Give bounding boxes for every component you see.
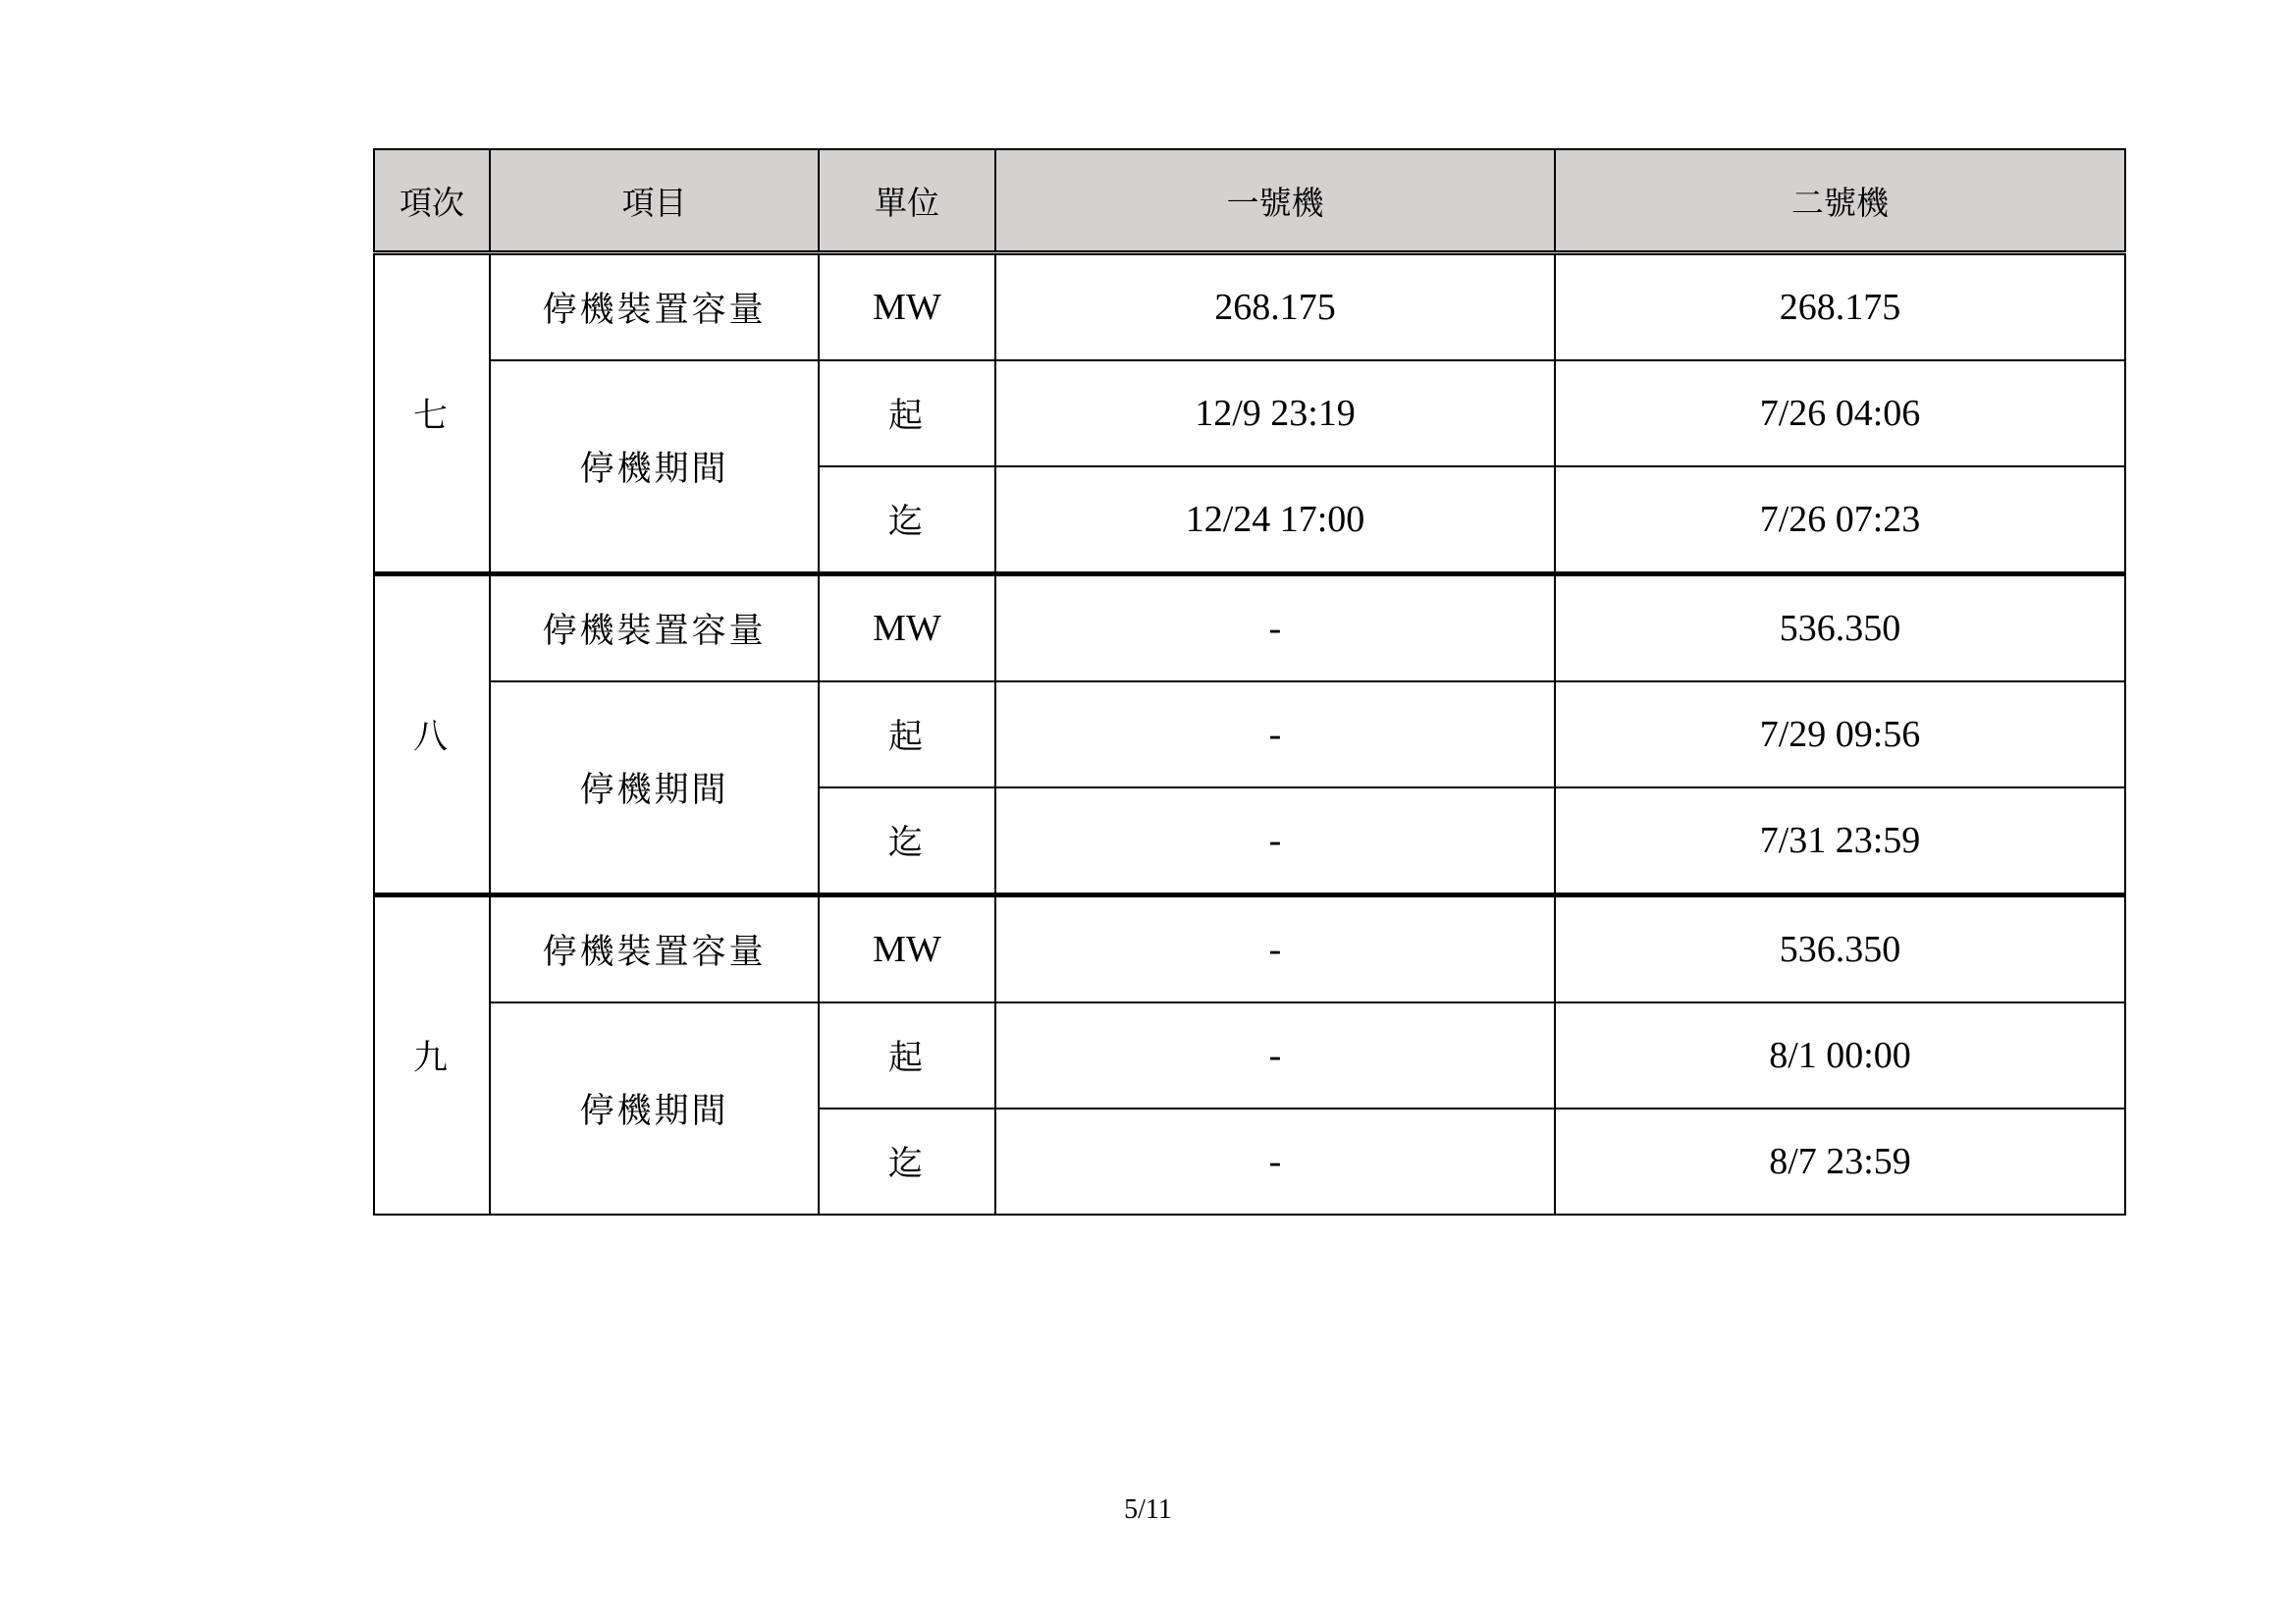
group-index: 八 — [374, 574, 490, 895]
header-unit2: 二號機 — [1555, 149, 2125, 253]
header-row — [374, 149, 2125, 253]
capacity-value-unit1: - — [995, 895, 1555, 1003]
outage-table — [373, 148, 2126, 1216]
header-unit: 單位 — [819, 149, 995, 253]
capacity-value-unit2: 536.350 — [1555, 574, 2125, 682]
table-row — [374, 360, 2125, 466]
capacity-label: 停機裝置容量 — [490, 253, 819, 361]
group-index: 七 — [374, 253, 490, 574]
end-label: 迄 — [819, 1109, 995, 1215]
start-label: 起 — [819, 681, 995, 787]
start-label: 起 — [819, 360, 995, 466]
table-row — [374, 574, 2125, 682]
capacity-unit: MW — [819, 253, 995, 361]
capacity-label: 停機裝置容量 — [490, 895, 819, 1003]
period-label: 停機期間 — [490, 1002, 819, 1215]
table-row — [374, 681, 2125, 787]
group-index: 九 — [374, 895, 490, 1216]
start-value-unit1: - — [995, 1002, 1555, 1109]
end-value-unit2: 7/31 23:59 — [1555, 787, 2125, 895]
end-value-unit2: 8/7 23:59 — [1555, 1109, 2125, 1215]
capacity-unit: MW — [819, 574, 995, 682]
end-label: 迄 — [819, 787, 995, 895]
header-item: 項目 — [490, 149, 819, 253]
capacity-value-unit2: 268.175 — [1555, 253, 2125, 361]
capacity-value-unit1: - — [995, 574, 1555, 682]
capacity-label: 停機裝置容量 — [490, 574, 819, 682]
period-label: 停機期間 — [490, 681, 819, 895]
end-label: 迄 — [819, 466, 995, 574]
start-value-unit2: 7/29 09:56 — [1555, 681, 2125, 787]
end-value-unit1: 12/24 17:00 — [995, 466, 1555, 574]
table-row — [374, 253, 2125, 361]
table-row — [374, 895, 2125, 1003]
start-value-unit1: 12/9 23:19 — [995, 360, 1555, 466]
header-index: 項次 — [374, 149, 490, 253]
start-value-unit1: - — [995, 681, 1555, 787]
capacity-value-unit2: 536.350 — [1555, 895, 2125, 1003]
capacity-unit: MW — [819, 895, 995, 1003]
end-value-unit2: 7/26 07:23 — [1555, 466, 2125, 574]
capacity-value-unit1: 268.175 — [995, 253, 1555, 361]
start-label: 起 — [819, 1002, 995, 1109]
page-number: 5/11 — [1124, 1494, 1172, 1525]
table-row — [374, 1002, 2125, 1109]
start-value-unit2: 7/26 04:06 — [1555, 360, 2125, 466]
end-value-unit1: - — [995, 1109, 1555, 1215]
period-label: 停機期間 — [490, 360, 819, 574]
start-value-unit2: 8/1 00:00 — [1555, 1002, 2125, 1109]
header-unit1: 一號機 — [995, 149, 1555, 253]
end-value-unit1: - — [995, 787, 1555, 895]
